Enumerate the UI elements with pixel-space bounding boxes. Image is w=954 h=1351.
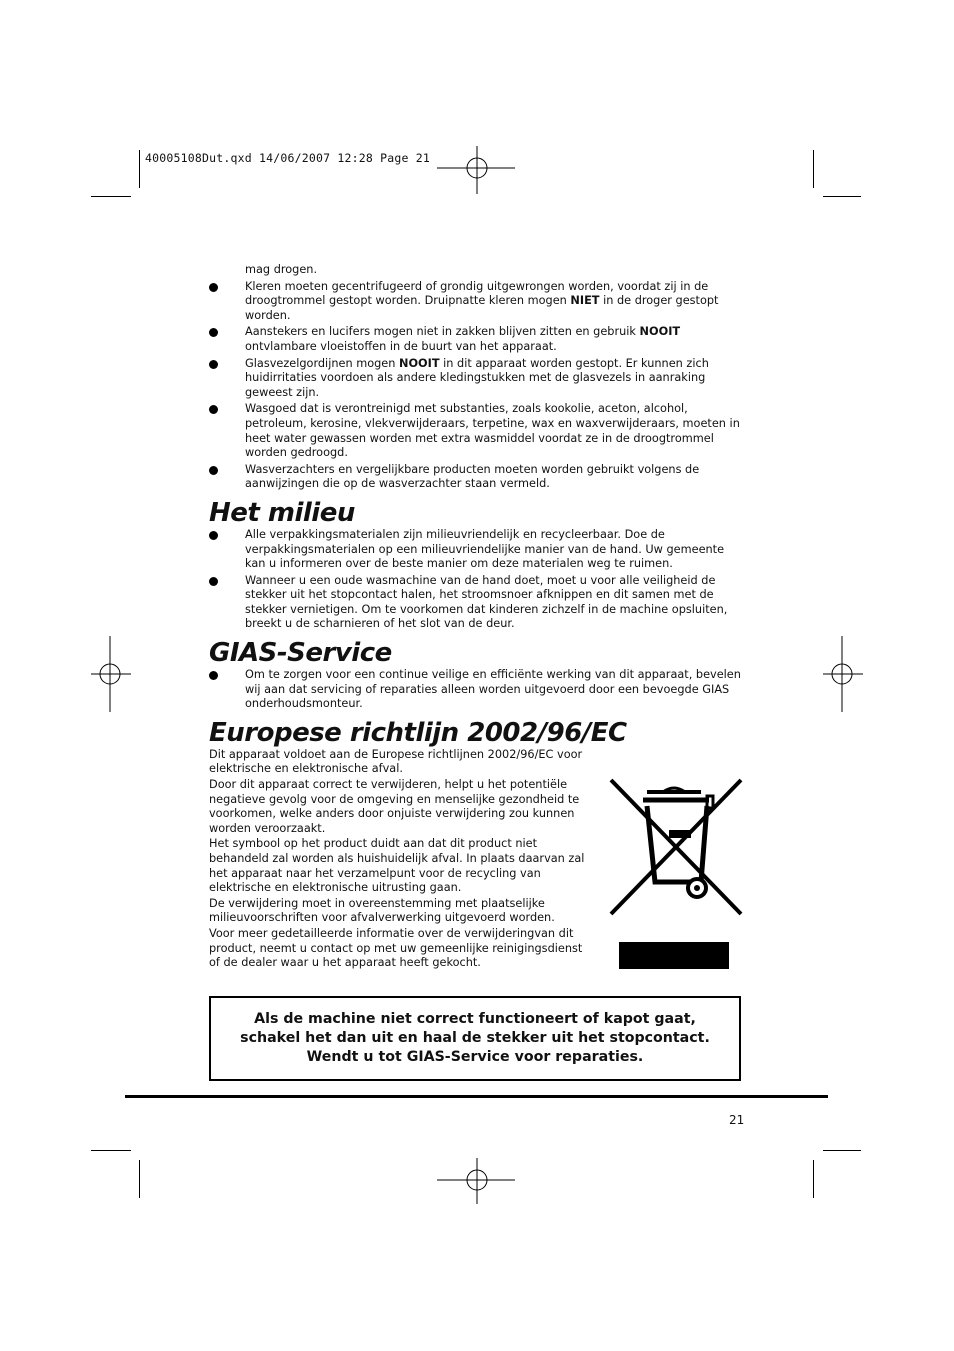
- list-item: Om te zorgen voor een continue veilige en efficiënte werking van dit apparaat, bevelen wij aan dat servicing of reparaties alleen worden uitgevoerd door een bevoegde GIAS onderhoudsmonteur.: [209, 668, 745, 712]
- bottom-rule: [125, 1095, 828, 1098]
- page-number: 21: [729, 1113, 745, 1127]
- registration-mark-left: [91, 636, 131, 714]
- euro-paragraph: Dit apparaat voldoet aan de Europese richtlijnen 2002/96/EC voor elektrische en elektronische afval.: [209, 747, 583, 776]
- euro-text: [209, 748, 587, 971]
- section-title-service: GIAS-Service: [209, 638, 392, 669]
- registration-mark-right: [823, 636, 863, 714]
- page-content: [209, 263, 745, 972]
- section-title-milieu: Het milieu: [209, 497, 355, 528]
- registration-mark-bottom: [437, 1158, 517, 1208]
- list-item: Kleren moeten gecentrifugeerd of grondig uitgewrongen worden, voordat zij in de droogtrommel gestopt worden. Druipnatte kleren mogen NIET in de droger gestopt worden.: [209, 280, 745, 324]
- list-item: Wasverzachters en vergelijkbare producten moeten worden gebruikt volgens de aanwijzingen die op de wasverzachter staan vermeld.: [209, 463, 745, 492]
- warning-notice-box: [209, 996, 741, 1081]
- list-item: Aanstekers en lucifers mogen niet in zakken blijven zitten en gebruik NOOIT ontvlambare vloeistoffen in de buurt van het apparaat.: [209, 325, 745, 354]
- list-item: Wanneer u een oude wasmachine van de hand doet, moet u voor alle veiligheid de stekker uit het stopcontact halen, het stroomsnoer afknippen en dit samen met de stekker vernietigen. Om te voorkomen dat kinderen zichzelf in de machine opsluiten, breekt u de scharnieren of het slot van de deur.: [209, 574, 745, 632]
- warning-notice-text: Als de machine niet correct functioneert of kapot gaat, schakel het dan uit en haal de stekker uit het stopcontact. Wendt u tot GIAS-Service voor reparaties.: [240, 1011, 710, 1065]
- milieu-list: [209, 528, 745, 632]
- intro-line: mag drogen.: [245, 263, 318, 276]
- list-item: Wasgoed dat is verontreinigd met substanties, zoals kookolie, aceton, alcohol, petroleum, kerosine, vlekverwijderaars, terpetine, wax en waxverwijderaars, moeten in heet water gewassen worden met extra wasmiddel voordat ze in de droogtrommel worden gedroogd.: [209, 402, 745, 460]
- list-item: Glasvezelgordijnen mogen NOOIT in dit apparaat worden gestopt. Er kunnen zich huidirritaties voordoen als andere kledingstukken met de glasvezels in aanraking geweest zijn.: [209, 357, 745, 401]
- euro-paragraph: Het symbool op het product duidt aan dat dit product niet behandeld zal worden als huishuidelijk afval. In plaats daarvan zal het apparaat naar het verzamelpunt voor de recycling van elektrische en elektronische uitrusting gaan.: [209, 837, 585, 895]
- euro-paragraph: De verwijdering moet in overeenstemming met plaatselijke milieuvoorschriften voor afvalverwerking uitgevoerd worden.: [209, 896, 555, 925]
- safety-list: [209, 280, 745, 492]
- list-item: Alle verpakkingsmaterialen zijn milieuvriendelijk en recycleerbaar. Doe de verpakkingsmaterialen op een milieuvriendelijke manier van de hand. Uw gemeente kan u informeren over de beste manier om deze materialen weg te ruimen.: [209, 528, 745, 572]
- section-title-euro: Europese richtlijn 2002/96/EC: [209, 717, 627, 748]
- euro-paragraph: Voor meer gedetailleerde informatie over de verwijderingvan dit product, neemt u contact op met uw gemeenlijke reinigingsdienst of de dealer waar u het apparaat heeft gekocht.: [209, 926, 583, 970]
- registration-mark-top: [437, 146, 517, 196]
- euro-section: [209, 748, 745, 971]
- print-slug: 40005108Dut.qxd 14/06/2007 12:28 Page 21: [145, 151, 430, 165]
- euro-paragraph: Door dit apparaat correct te verwijderen, helpt u het potentiële negatieve gevolg voor de omgeving en menselijke gezondheid te voorkomen, welke anders door onjuiste verwijdering zou kunnen worden veroorzaakt.: [209, 778, 580, 835]
- crossed-out-wheelie-bin-icon: [609, 778, 743, 974]
- service-list: [209, 668, 745, 712]
